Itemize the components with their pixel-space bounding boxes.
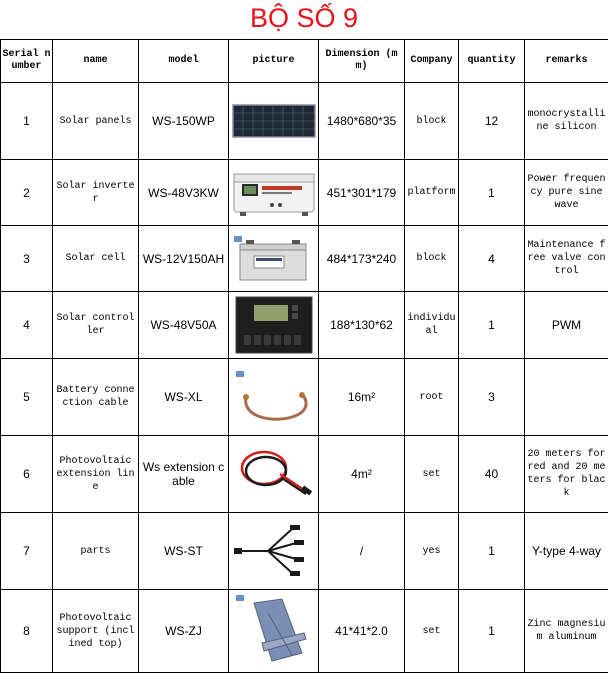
table-row (1, 160, 608, 226)
table-row (1, 513, 608, 590)
header-serial: Serial number (1, 40, 53, 83)
model-cell: Ws extension cable (139, 436, 229, 513)
solar-panel-image (232, 103, 316, 139)
mounting-bracket-image (232, 593, 316, 669)
dimension-cell: 16m² (319, 359, 405, 436)
company-cell: set (405, 590, 459, 673)
page-title: BỘ SỐ 9 (0, 0, 608, 36)
quantity-cell: 1 (459, 292, 525, 359)
dimension-cell: 41*41*2.0 (319, 590, 405, 673)
header-row (1, 40, 608, 83)
quantity-cell: 1 (459, 160, 525, 226)
picture-cell (229, 160, 319, 226)
header-company: Company (405, 40, 459, 83)
quantity-cell: 1 (459, 513, 525, 590)
header-quantity: quantity (459, 40, 525, 83)
table-row (1, 292, 608, 359)
company-cell: individual (405, 292, 459, 359)
quantity-cell: 12 (459, 83, 525, 160)
serial-cell: 8 (1, 590, 53, 673)
dimension-cell: 4m² (319, 436, 405, 513)
model-cell: WS-12V150AH (139, 226, 229, 292)
header-picture: picture (229, 40, 319, 83)
model-cell: WS-48V50A (139, 292, 229, 359)
y-connector-image (232, 521, 316, 581)
model-cell: WS-150WP (139, 83, 229, 160)
table-row (1, 590, 608, 673)
extension-cable-image (232, 442, 316, 506)
quantity-cell: 40 (459, 436, 525, 513)
model-cell: WS-XL (139, 359, 229, 436)
serial-cell: 1 (1, 83, 53, 160)
name-cell: Battery connection cable (53, 359, 139, 436)
table-row (1, 83, 608, 160)
company-cell: platform (405, 160, 459, 226)
table-row (1, 226, 608, 292)
company-cell: set (405, 436, 459, 513)
name-cell: Photovoltaic support (inclined top) (53, 590, 139, 673)
spec-table (0, 39, 608, 673)
company-cell: block (405, 83, 459, 160)
controller-image (232, 295, 316, 355)
serial-cell: 7 (1, 513, 53, 590)
dimension-cell: 1480*680*35 (319, 83, 405, 160)
dimension-cell: 188*130*62 (319, 292, 405, 359)
table-row (1, 436, 608, 513)
model-cell: WS-ST (139, 513, 229, 590)
remarks-cell: 20 meters for red and 20 meters for black (525, 436, 608, 513)
inverter-image (232, 168, 316, 218)
picture-cell (229, 226, 319, 292)
dimension-cell: / (319, 513, 405, 590)
serial-cell: 5 (1, 359, 53, 436)
remarks-cell: monocrystalline silicon (525, 83, 608, 160)
picture-cell (229, 590, 319, 673)
company-cell: yes (405, 513, 459, 590)
serial-cell: 6 (1, 436, 53, 513)
name-cell: parts (53, 513, 139, 590)
quantity-cell: 4 (459, 226, 525, 292)
company-cell: root (405, 359, 459, 436)
quantity-cell: 3 (459, 359, 525, 436)
header-dimension: Dimension (mm) (319, 40, 405, 83)
battery-cable-image (232, 367, 316, 427)
dimension-cell: 484*173*240 (319, 226, 405, 292)
picture-cell (229, 292, 319, 359)
remarks-cell: Zinc magnesium aluminum (525, 590, 608, 673)
name-cell: Solar cell (53, 226, 139, 292)
name-cell: Photovoltaic extension line (53, 436, 139, 513)
company-cell: block (405, 226, 459, 292)
header-name: name (53, 40, 139, 83)
battery-image (232, 234, 316, 284)
model-cell: WS-ZJ (139, 590, 229, 673)
name-cell: Solar panels (53, 83, 139, 160)
remarks-cell: PWM (525, 292, 608, 359)
remarks-cell: Power frequency pure sine wave (525, 160, 608, 226)
model-cell: WS-48V3KW (139, 160, 229, 226)
name-cell: Solar controller (53, 292, 139, 359)
serial-cell: 4 (1, 292, 53, 359)
picture-cell (229, 513, 319, 590)
picture-cell (229, 436, 319, 513)
picture-cell (229, 359, 319, 436)
header-remarks: remarks (525, 40, 608, 83)
name-cell: Solar inverter (53, 160, 139, 226)
table-row (1, 359, 608, 436)
serial-cell: 3 (1, 226, 53, 292)
serial-cell: 2 (1, 160, 53, 226)
quantity-cell: 1 (459, 590, 525, 673)
remarks-cell: Maintenance free valve control (525, 226, 608, 292)
picture-cell (229, 83, 319, 160)
remarks-cell (525, 359, 608, 436)
dimension-cell: 451*301*179 (319, 160, 405, 226)
remarks-cell: Y-type 4-way (525, 513, 608, 590)
header-model: model (139, 40, 229, 83)
